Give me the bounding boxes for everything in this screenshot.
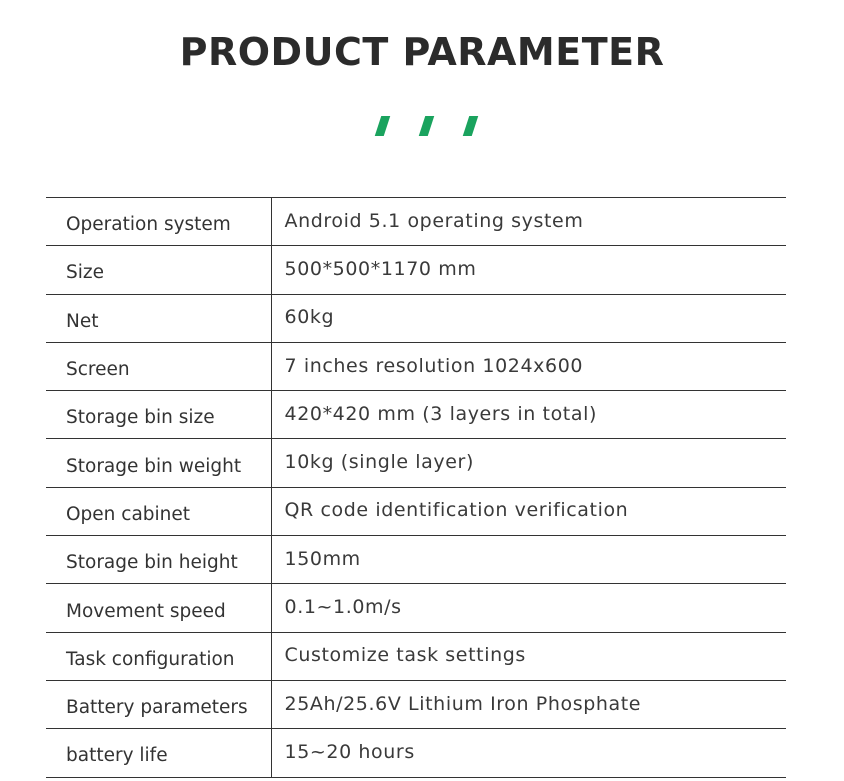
table-row [46,729,786,777]
parameter-label: Net [46,294,271,342]
parameter-value: 60kg [284,306,335,329]
parameter-value: 10kg (single layer) [284,451,474,474]
table-row [46,198,786,246]
page-title: PRODUCT PARAMETER [179,30,665,74]
table-row [46,680,786,728]
parameter-value: 15~20 hours [284,740,415,763]
dash-icon [463,116,478,136]
parameter-value: 0.1~1.0m/s [284,596,402,619]
parameter-value: 150mm [284,547,361,570]
parameter-label: Screen [46,342,271,390]
table-row [46,246,786,294]
table-row [46,487,786,535]
parameter-value: Customize task settings [284,644,526,667]
parameter-value: 420*420 mm (3 layers in total) [284,402,597,425]
parameter-label: Storage bin weight [46,439,271,487]
dash-icon [375,116,390,136]
parameter-label: battery life [46,729,271,777]
table-row [46,632,786,680]
table-row [46,391,786,439]
table-row [46,294,786,342]
product-parameter-table [46,197,786,778]
table-row [46,342,786,390]
table-row [46,536,786,584]
parameter-label: Storage bin height [46,536,271,584]
table-row [46,439,786,487]
parameter-value: QR code identification verification [284,499,629,522]
parameter-value: 500*500*1170 mm [284,257,477,280]
table-row [46,584,786,632]
parameter-value: 7 inches resolution 1024x600 [284,354,584,377]
parameter-label: Task configuration [46,632,271,680]
decorative-dashes-icon [372,116,482,138]
parameter-label: Storage bin size [46,391,271,439]
parameter-value: 25Ah/25.6V Lithium Iron Phosphate [284,692,642,715]
parameter-label: Battery parameters [46,680,271,728]
dash-icon [419,116,434,136]
parameter-label: Open cabinet [46,487,271,535]
parameter-label: Size [46,246,271,294]
parameter-value: Android 5.1 operating system [284,209,584,232]
parameter-label: Operation system [46,198,271,246]
parameter-label: Movement speed [46,584,271,632]
